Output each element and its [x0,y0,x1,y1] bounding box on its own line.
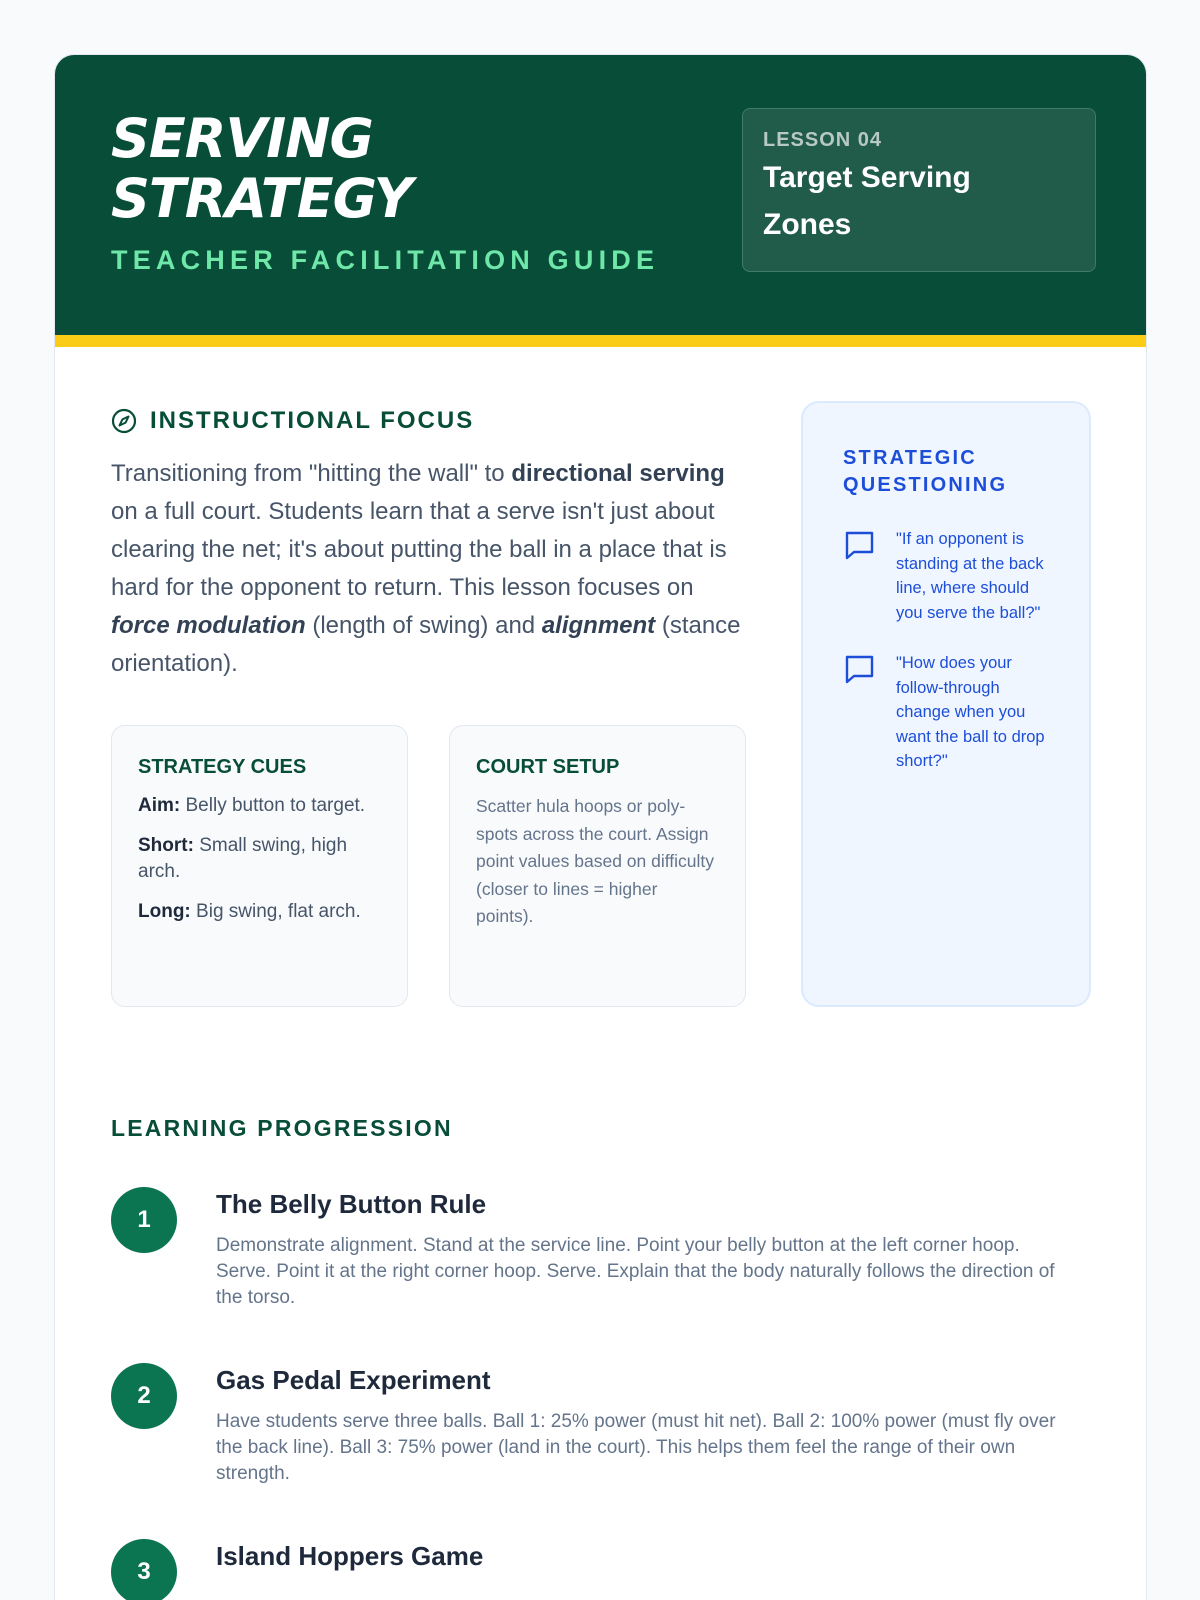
step-description: Have students serve three balls. Ball 1: 25% power (must hit net). Ball 2: 100% power (must fly over the back line). Ball 3: 75% power (land in the court). This helps them feel the range of their own strength. [216,1411,1056,1484]
cue-item [138,793,381,819]
step-number-badge: 2 [111,1363,177,1429]
compass-icon [111,408,137,434]
cue-label: Long: [138,901,191,922]
cue-item [138,833,381,885]
accent-divider [55,335,1147,347]
lesson-title-line-1: Target Serving [763,161,971,194]
speech-bubble-icon [843,653,876,686]
focus-text-4: (stance orientation). [111,612,741,677]
lesson-badge [742,108,1096,272]
strategic-questioning-panel [801,401,1091,1007]
strategy-cues-card [111,725,408,1007]
speech-bubble-icon [843,529,876,562]
step-number-badge: 3 [111,1539,177,1600]
cue-label: Short: [138,835,194,856]
question-item [843,651,1049,774]
strategic-questioning-heading: STRATEGIC QUESTIONING [843,447,1008,496]
step-title: Island Hoppers Game [216,1541,484,1571]
lesson-title [763,154,1075,248]
court-setup-card [449,725,746,1007]
focus-emphasis-alignment: alignment [541,612,656,639]
strategy-cues-heading: STRATEGY CUES [138,756,307,778]
cue-text: Small swing, high arch. [138,835,348,882]
instructional-focus-header [111,407,474,435]
title-line-2: STRATEGY [111,167,412,230]
question-text: "How does your follow-through change when you want the ball to drop short?" [896,654,1045,770]
step-title: Gas Pedal Experiment [216,1365,491,1395]
page-title [111,109,671,229]
lesson-sheet [54,54,1147,1600]
title-line-1: SERVING [111,107,373,170]
step-description: Demonstrate alignment. Stand at the service line. Point your belly button at the left corner hoop. Serve. Point it at the right corner hoop. Serve. Explain that the body naturally follows the direction of the torso. [216,1235,1055,1308]
header-banner [55,55,1147,335]
court-setup-heading: COURT SETUP [476,756,620,778]
cue-label: Aim: [138,795,181,816]
court-setup-text: Scatter hula hoops or poly-spots across the court. Assign point values based on difficulty (closer to lines = higher points). [476,796,715,926]
learning-progression-heading: LEARNING PROGRESSION [111,1115,453,1141]
step-title: The Belly Button Rule [216,1189,487,1219]
focus-text-1: Transitioning from "hitting the wall" to [111,460,512,487]
cue-text: Big swing, flat arch. [190,901,361,922]
focus-text-3: (length of swing) and [305,612,542,639]
focus-text-2: on a full court. Students learn that a serve isn't just about clearing the net; it's about putting the ball in a place that is hard for the opponent to return. This lesson focuses on [111,498,727,601]
question-text: "If an opponent is standing at the back line, where should you serve the ball?" [896,530,1044,622]
instructional-focus-text [111,455,751,683]
focus-text-bold: directional serving [511,460,725,487]
step-number-badge: 1 [111,1187,177,1253]
page-subtitle: TEACHER FACILITATION GUIDE [111,245,660,275]
question-item [843,527,1049,625]
cue-text: Belly button to target. [180,795,366,816]
lesson-number: LESSON 04 [763,129,883,151]
lesson-title-line-2: Zones [763,208,852,241]
focus-emphasis-force: force modulation [111,612,306,639]
instructional-focus-heading: INSTRUCTIONAL FOCUS [150,407,475,434]
cue-item [138,899,381,925]
